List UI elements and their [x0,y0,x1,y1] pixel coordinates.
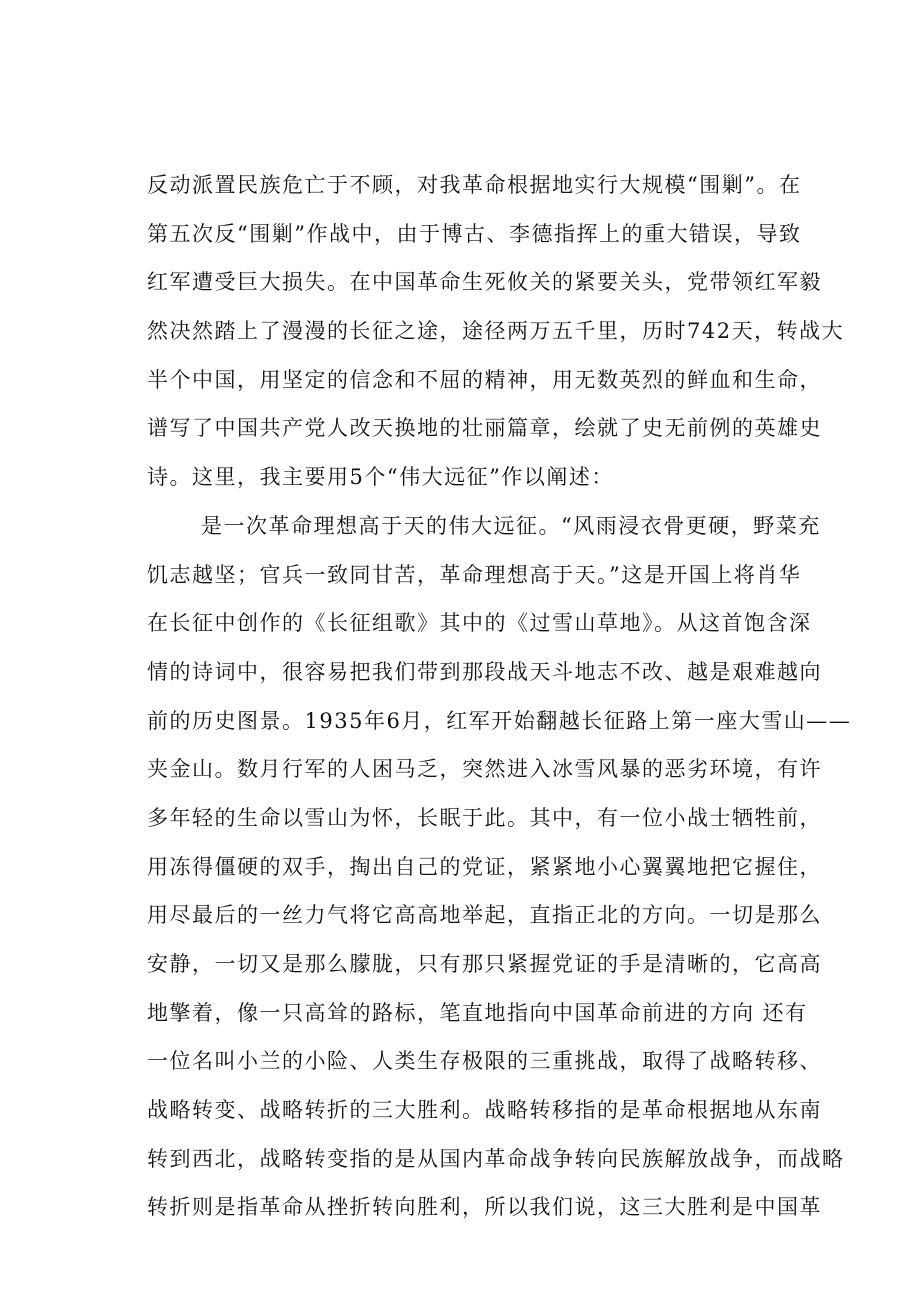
text-line: 情的诗词中，很容易把我们带到那段战天斗地志不改、越是艰难越向 [147,659,822,684]
text-line: 半个中国，用坚定的信念和不屈的精神，用无数英烈的鲜血和生命， [147,367,822,392]
text-line: 在长征中创作的《长征组歌》其中的《过雪山草地》。从这首饱含深 [147,611,812,636]
text-line: 然决然踏上了漫漫的长征之途，途径两万五千里，历时742天，转战大 [147,319,845,344]
text-line: 饥志越坚；官兵一致同甘苦，革命理想高于天。”这是开国上将肖华 [147,562,802,587]
text-line: 用尽最后的一丝力气将它高高地举起，直指正北的方向。一切是那么 [147,903,822,928]
text-line: 谱写了中国共产党人改天换地的壮丽篇章，绘就了史无前例的英雄史 [147,416,822,441]
text-line: 地擎着，像一只高耸的路标，笔直地指向中国革命前进的方向 还有 [147,1000,808,1025]
text-line: 转到西北，战略转变指的是从国内革命战争转向民族解放战争，而战略 [147,1146,845,1171]
text-line: 红军遭受巨大损失。在中国革命生死攸关的紧要关头，党带领红军毅 [147,270,822,295]
text-line: 前的历史图景。1935年6月，红军开始翻越长征路上第一座大雪山—— [147,708,852,733]
text-line: 一位名叫小兰的小险、人类生存极限的三重挑战，取得了战略转移、 [147,1049,822,1074]
text-line: 用冻得僵硬的双手，掏出自己的党证，紧紧地小心翼翼地把它握住， [147,854,822,879]
text-line: 多年轻的生命以雪山为怀，长眠于此。其中，有一位小战士牺牲前， [147,805,822,830]
text-line: 诗。这里，我主要用5个“伟大远征”作以阐述： [147,465,614,490]
text-line: 安静，一切又是那么朦胧，只有那只紧握党证的手是清晰的，它高高 [147,952,822,976]
text-line: 夹金山。数月行军的人困马乏，突然进入冰雪风暴的恶劣环境，有许 [147,757,822,782]
text-line: 转折则是指革命从挫折转向胜利，所以我们说，这三大胜利是中国革 [147,1195,822,1220]
body-text [147,165,852,1236]
text-line: 反动派置民族危亡于不顾，对我革命根据地实行大规模“围剿”。在 [147,173,802,197]
text-line: 战略转变、战略转折的三大胜利。战略转移指的是革命根据地从东南 [147,1098,822,1123]
text-line: 第五次反“围剿”作战中，由于博古、李德指挥上的重大错误，导致 [147,221,802,246]
paragraph-start-line: 是一次革命理想高于天的伟大远征。“风雨浸衣骨更硬，野菜充 [201,513,821,538]
